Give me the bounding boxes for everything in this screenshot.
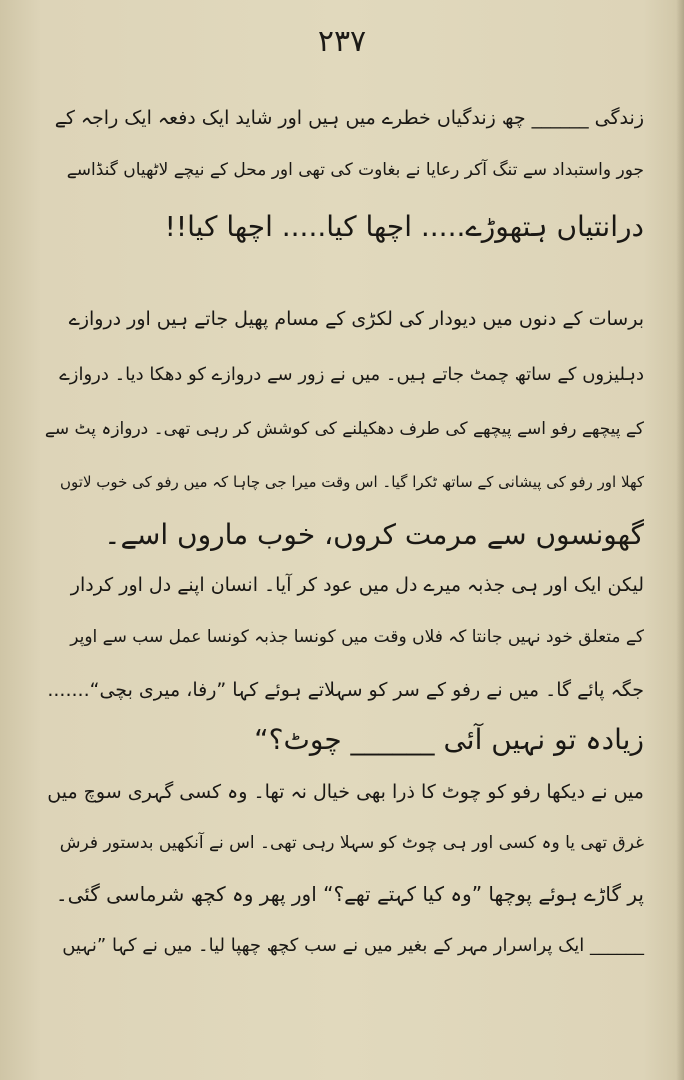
page-number: ۲۳۷	[317, 24, 367, 59]
text-line: گھونسوں سے مرمت کروں، خوب ماروں اسے۔	[104, 518, 644, 551]
text-line: میں نے دیکھا رفو کو چوٹ کا ذرا بھی خیال نہ تھا۔ وہ کسی گہری سوچ میں	[47, 781, 644, 803]
text-line: زندگی ______ چھ زندگیاں خطرے میں ہیں اور شاید ایک دفعہ ایک راجہ کے	[54, 107, 644, 129]
text-line: کھلا اور رفو کی پیشانی کے ساتھ ٹکرا گیا۔ اس وقت میرا جی چاہا کہ میں رفو کی خوب لاتوں	[60, 473, 644, 491]
page-edge-shadow	[676, 0, 684, 1080]
text-line: غرق تھی یا وہ کسی اور ہی چوٹ کو سہلا رہی تھی۔ اس نے آنکھیں بدستور فرش	[59, 833, 644, 853]
text-line: ______ ایک پراسرار مہر کے بغیر میں نے سب کچھ چھپا لیا۔ میں نے کہا ”نہیں	[62, 935, 644, 956]
text-line: لیکن ایک اور ہی جذبہ میرے دل میں عود کر آیا۔ انسان اپنے دل اور کردار	[70, 574, 644, 596]
text-line: کے پیچھے رفو اسے پیچھے کی طرف دھکیلنے کی کوشش کر رہی تھی۔ دروازہ پٹ سے	[44, 419, 644, 439]
text-line: برسات کے دنوں میں دیودار کی لکڑی کے مسام پھیل جاتے ہیں اور دروازے	[68, 308, 644, 330]
text-line: دہلیزوں کے ساتھ چمٹ جاتے ہیں۔ میں نے زور سے دروازے کو دھکا دیا۔ دروازے	[59, 364, 644, 385]
text-line: کے متعلق خود نہیں جانتا کہ فلاں وقت میں کونسا جذبہ کونسا عمل سب سے اوپر	[70, 627, 644, 647]
text-line: درانتیاں ہتھوڑے..... اچھا کیا..... اچھا کیا!!	[164, 210, 644, 243]
text-line: زیادہ تو نہیں آئی ______ چوٹ؟“	[254, 723, 644, 756]
text-line: جور واستبداد سے تنگ آکر رعایا نے بغاوت کی تھی اور محل کے نیچے لاٹھیاں گنڈاسے	[66, 160, 644, 180]
text-line: پر گاڑے ہوئے پوچھا ”وہ کیا کہتے تھے؟“ اور پھر وہ کچھ شرماسی گئی۔	[55, 882, 644, 906]
text-line: جگہ پائے گا۔ میں نے رفو کے سر کو سہلاتے ہوئے کہا ”رفا، میری بچی“.......	[47, 679, 644, 701]
